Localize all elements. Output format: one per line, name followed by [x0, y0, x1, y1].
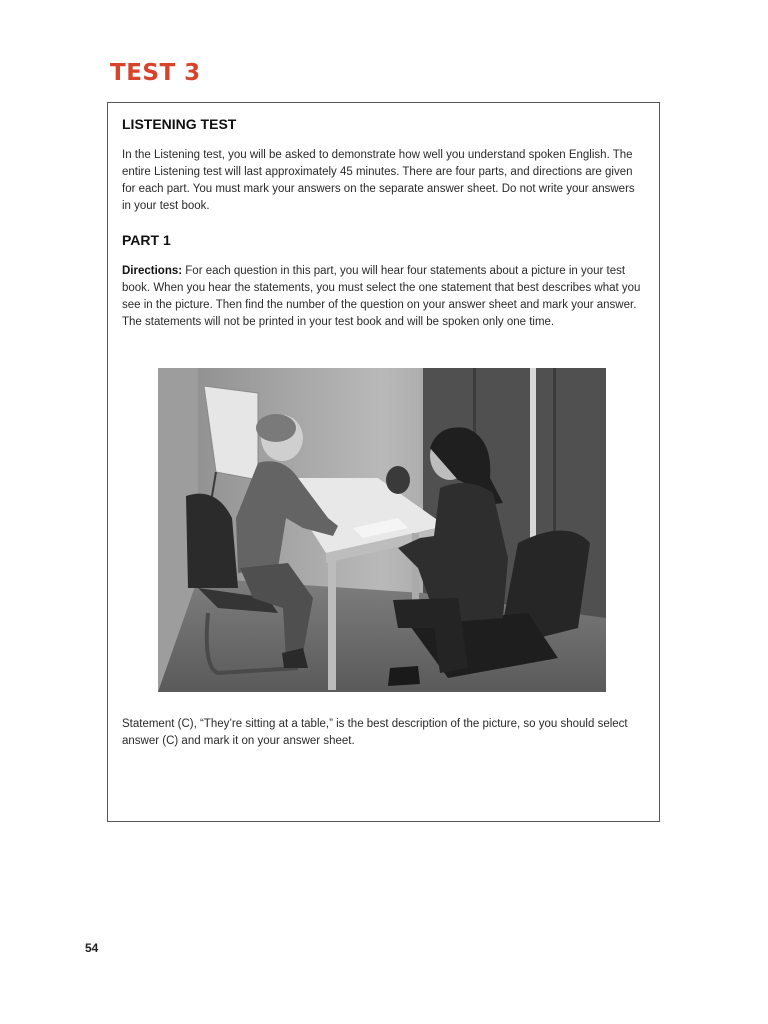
- part1-heading: PART 1: [122, 232, 171, 248]
- statement-example: Statement (C), “They’re sitting at a table,” is the best description of the picture, so you should select answer (C) and mark it on your answer sheet.: [122, 718, 628, 747]
- listening-test-heading: LISTENING TEST: [122, 116, 237, 132]
- directions-label: Directions:: [122, 265, 183, 277]
- listening-intro-paragraph: In the Listening test, you will be asked to demonstrate how well you understand spoken English. The entire Listening test will last approximately 45 minutes. There are four parts, and directions are given for each part. You must mark your answers on the separate answer sheet. Do not write your answers in your test book.: [122, 149, 635, 212]
- test-title: TEST 3: [110, 60, 201, 86]
- page-number: 54: [85, 941, 99, 955]
- part1-directions: [122, 263, 644, 331]
- directions-text: For each question in this part, you will hear four statements about a picture in your test book. When you hear the statements, you must select the one statement that best describes what you see in the picture. Then find the number of the question on your answer sheet and mark your answer. The statements will not be printed in your test book and will be spoken only one time.: [122, 265, 641, 328]
- test-photo: [158, 368, 606, 692]
